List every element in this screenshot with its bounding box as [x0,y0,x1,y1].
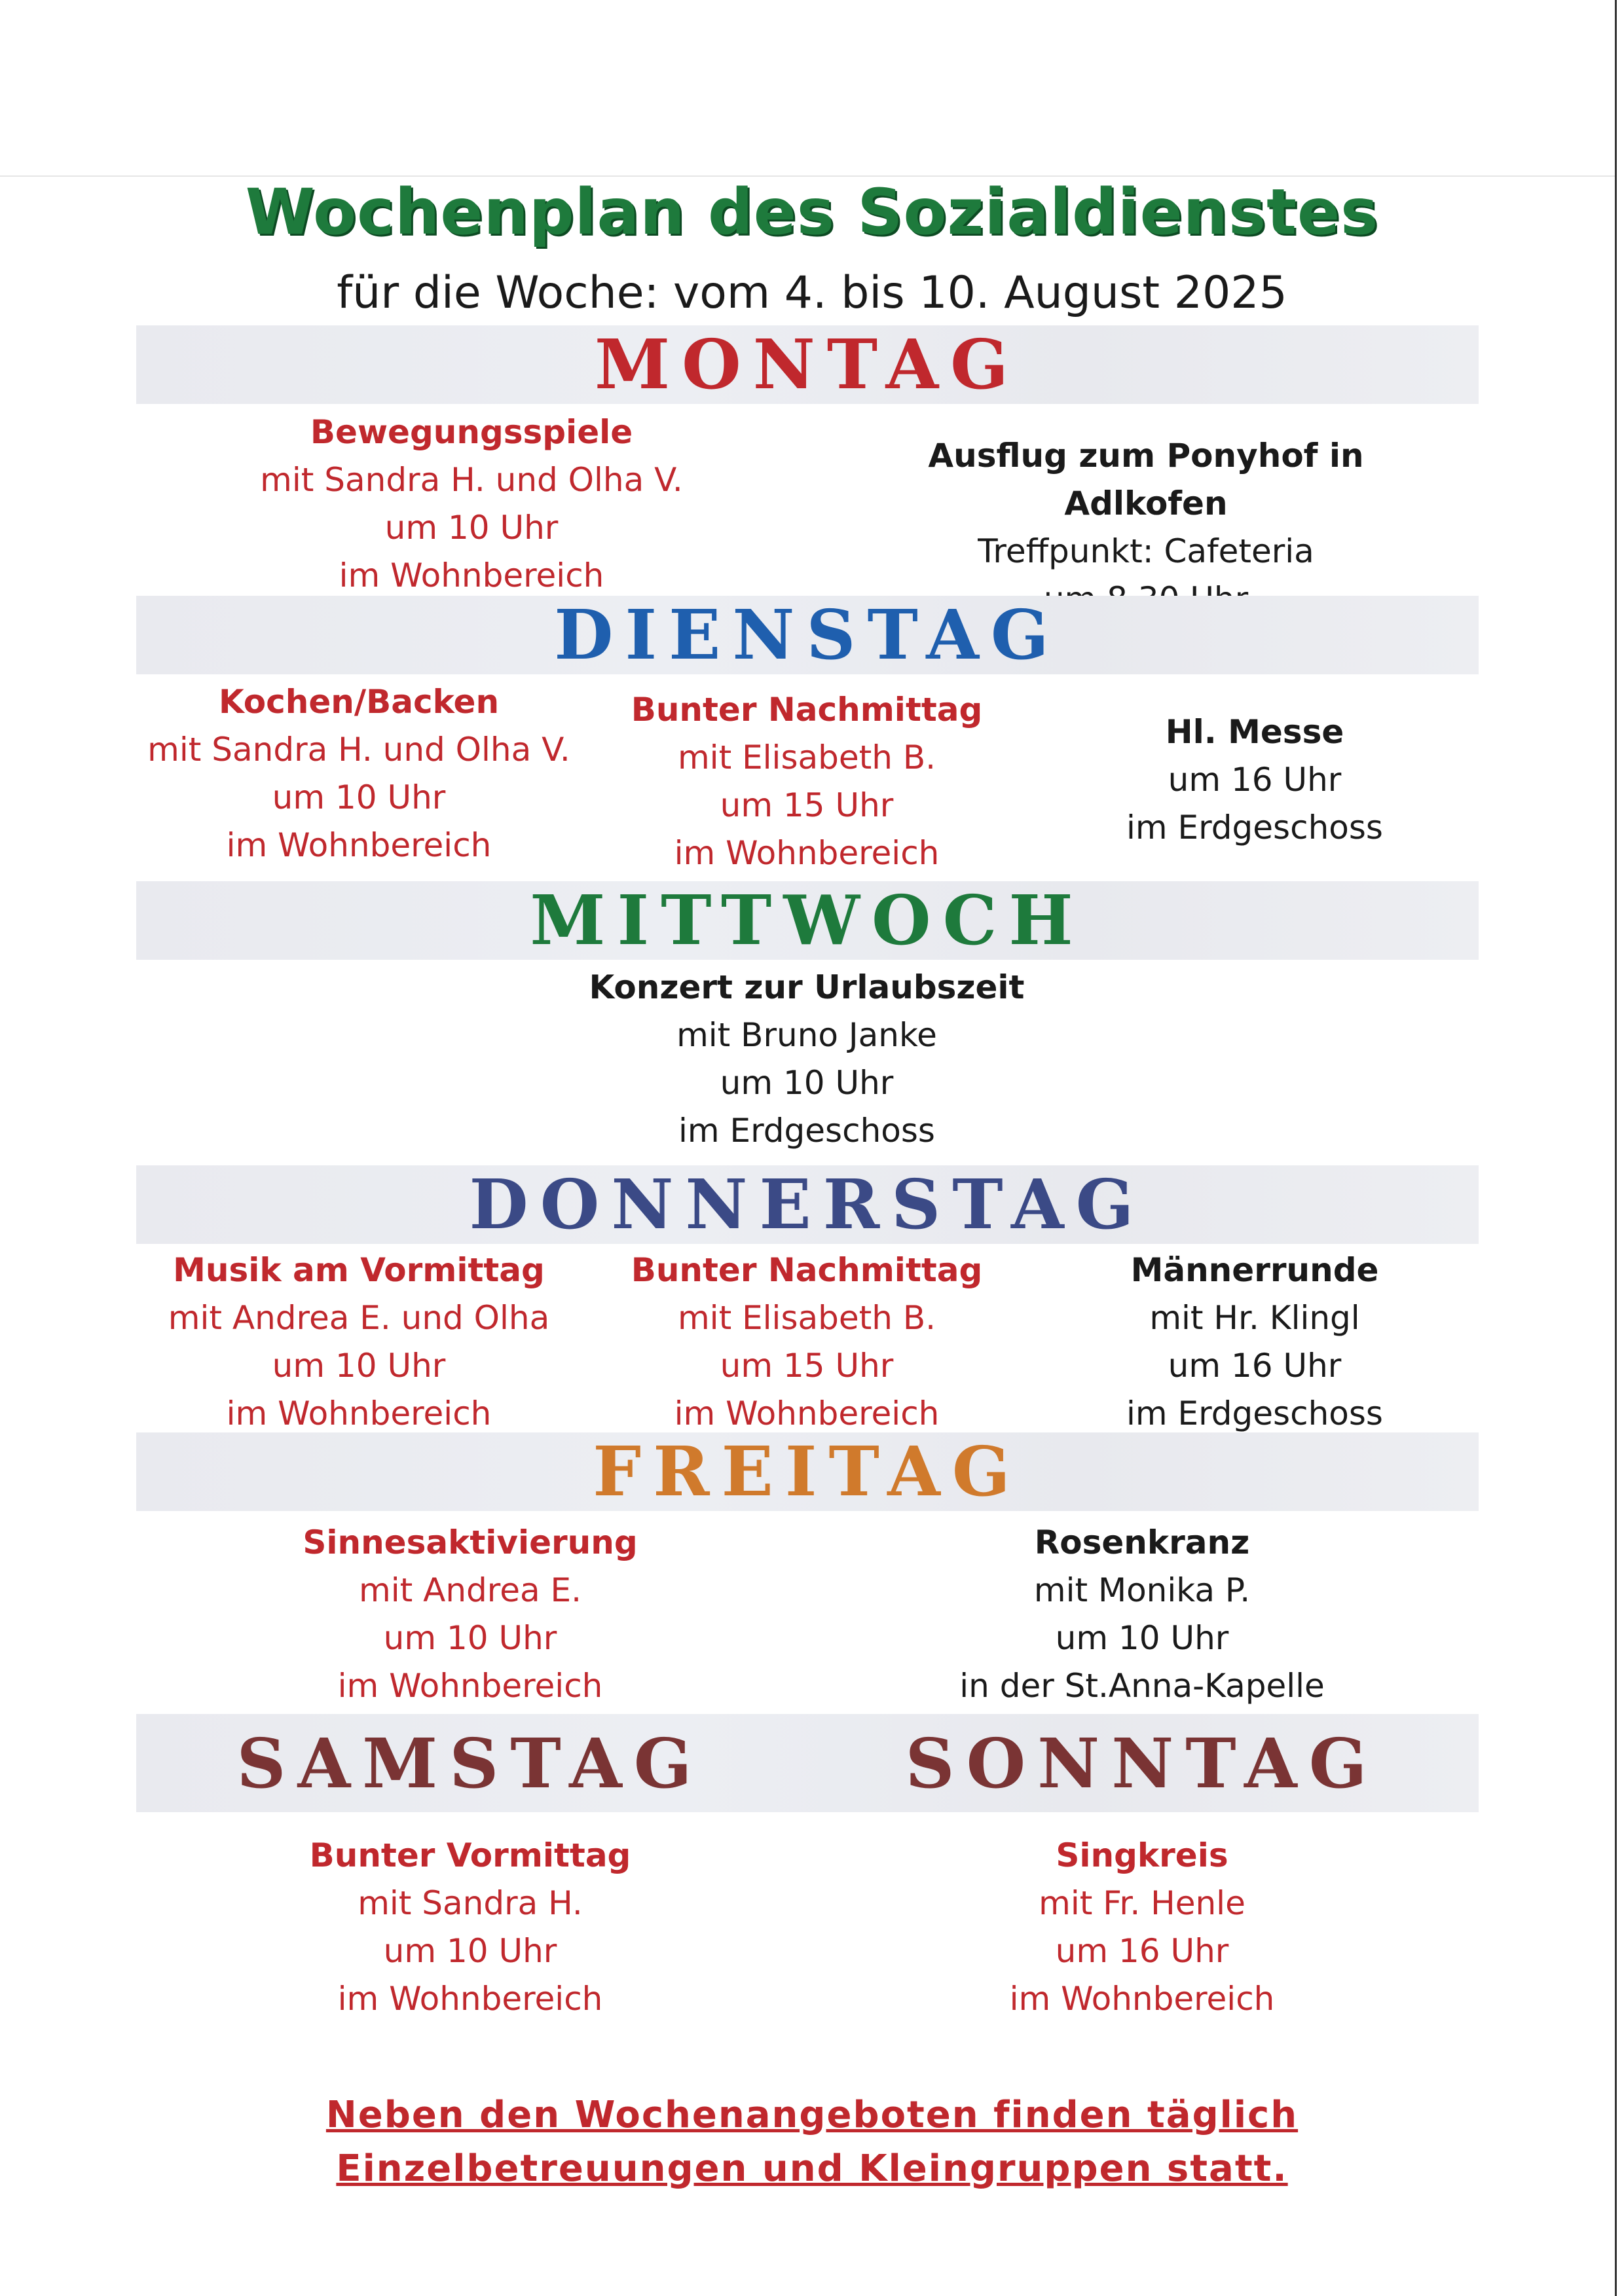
event-line: im Wohnbereich [337,1667,603,1705]
event-line: in der St.Anna-Kapelle [959,1667,1325,1705]
event-line: um 10 Uhr [1055,1619,1229,1657]
event-line: im Wohnbereich [674,1394,940,1432]
event-line: im Erdgeschoss [1126,1394,1383,1432]
event-title: Sinnesaktivierung [303,1523,638,1561]
event-line: mit Elisabeth B. [677,1299,936,1337]
event-line: im Wohnbereich [226,1394,492,1432]
event-title: Bunter Nachmittag [631,691,983,729]
event-line: im Wohnbereich [674,834,940,872]
day-heading-samstag: SAMSTAG [236,1723,704,1804]
day-heading-montag: MONTAG [595,324,1020,405]
day-heading-mittwoch: MITTWOCH [530,880,1085,960]
event-line: um 10 Uhr [720,1064,894,1102]
event-freitag-2 [847,1519,1437,1710]
event-line: um 10 Uhr [384,509,559,547]
event-title: Musik am Vormittag [173,1251,545,1289]
event-line: im Erdgeschoss [678,1112,935,1150]
footer-note-line: Neben den Wochenangeboten finden täglich [325,2094,1299,2136]
event-line: mit Bruno Janke [676,1016,937,1054]
event-line: um 10 Uhr [383,1932,557,1970]
event-title: Bunter Vormittag [309,1836,631,1874]
event-mittwoch-1 [545,964,1069,1155]
event-line: um 16 Uhr [1168,1347,1342,1385]
event-dienstag-2 [578,686,1036,877]
event-line: mit Elisabeth B. [677,738,936,776]
event-title: Kochen/Backen [218,683,500,721]
event-title: Konzert zur Urlaubszeit [589,968,1025,1006]
event-line: um 16 Uhr [1168,761,1342,799]
event-title: Singkreis [1056,1836,1228,1874]
event-line: um 10 Uhr [383,1619,557,1657]
event-line: im Wohnbereich [337,1980,603,2018]
event-line: mit Sandra H. und Olha V. [260,461,683,499]
event-line: im Wohnbereich [226,826,492,864]
page-subtitle: für die Woche: vom 4. bis 10. August 2025 [337,267,1287,319]
event-title: Bewegungsspiele [310,413,633,451]
day-heading-freitag: FREITAG [593,1431,1022,1512]
event-sonntag-1 [847,1832,1437,2023]
event-donnerstag-2 [578,1247,1036,1438]
event-line: mit Sandra H. [358,1884,583,1922]
event-line: Treffpunkt: Cafeteria [978,532,1314,570]
footer-note-line: Einzelbetreuungen und Kleingruppen statt. [336,2147,1288,2190]
event-line: um 10 Uhr [272,778,446,816]
footer-note [0,2088,1624,2196]
event-title: Männerrunde [1130,1251,1379,1289]
event-samstag-1 [175,1832,765,2023]
event-title: Rosenkranz [1034,1523,1250,1561]
event-line: im Wohnbereich [339,556,604,594]
event-title: Bunter Nachmittag [631,1251,983,1289]
event-line: mit Andrea E. [359,1571,581,1609]
event-line: mit Sandra H. und Olha V. [147,731,570,769]
event-line: um 15 Uhr [720,1347,894,1385]
day-heading-donnerstag: DONNERSTAG [469,1164,1146,1245]
event-line: mit Monika P. [1033,1571,1251,1609]
page-title: Wochenplan des Sozialdienstes [245,175,1379,249]
day-heading-dienstag: DIENSTAG [554,594,1061,675]
event-line: im Wohnbereich [1009,1980,1275,2018]
event-line: mit Andrea E. und Olha [168,1299,550,1337]
event-title: Hl. Messe [1165,713,1344,751]
event-freitag-1 [175,1519,765,1710]
day-heading-sonntag: SONNTAG [905,1723,1379,1804]
event-line: mit Hr. Klingl [1149,1299,1360,1337]
event-line: im Erdgeschoss [1126,809,1383,847]
event-line: um 10 Uhr [272,1347,446,1385]
event-line: mit Fr. Henle [1039,1884,1246,1922]
scan-right-edge [1615,0,1617,2296]
event-line: um 16 Uhr [1055,1932,1229,1970]
event-donnerstag-1 [130,1247,588,1438]
event-montag-1 [177,409,766,600]
event-dienstag-3 [1025,708,1484,852]
event-title: Ausflug zum Ponyhof in Adlkofen [928,437,1364,522]
event-line: um 15 Uhr [720,786,894,824]
event-dienstag-1 [97,678,621,869]
event-donnerstag-3 [1025,1247,1484,1438]
